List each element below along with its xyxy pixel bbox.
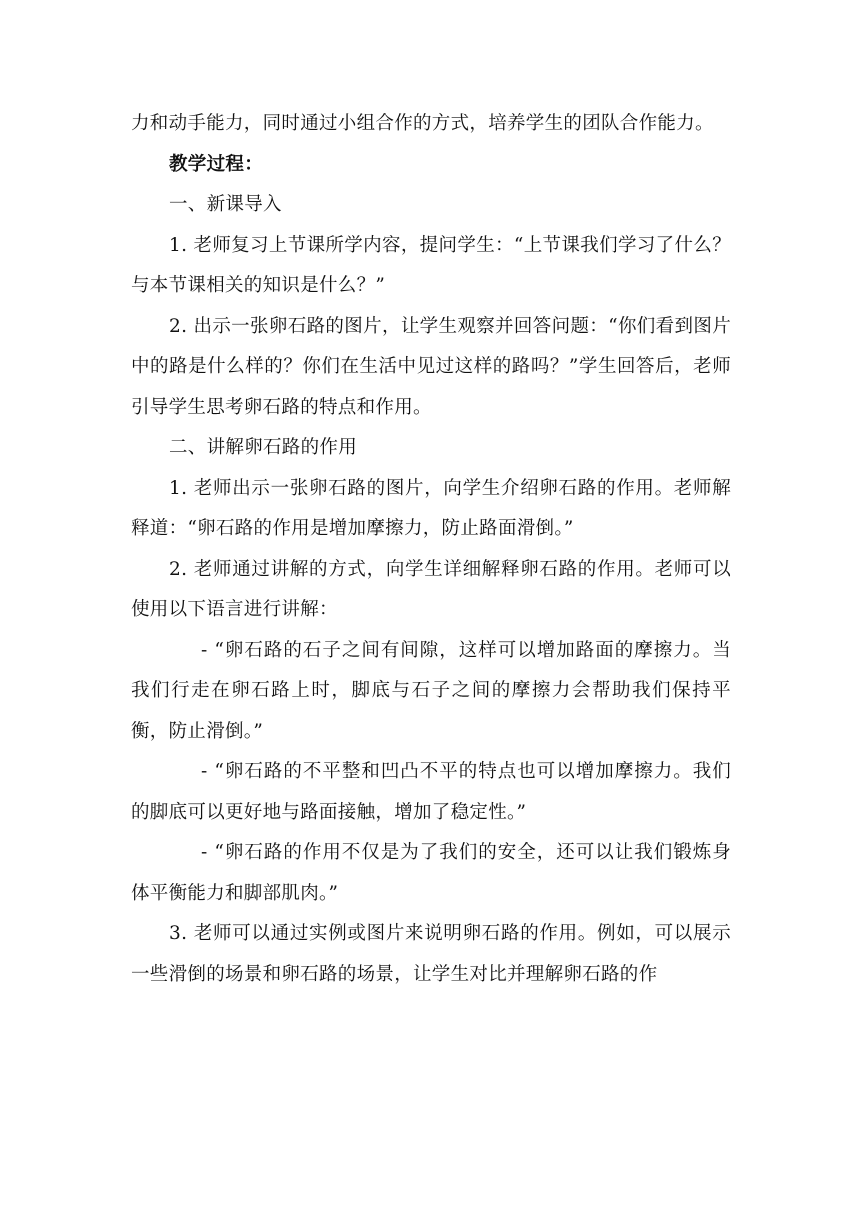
section-heading-teaching-process: 教学过程： [169, 153, 264, 175]
bullet-safety-exercise: - “卵石路的作用不仅是为了我们的安全，还可以让我们锻炼身体平衡能力和脚部肌肉。” [131, 842, 731, 904]
bullet-gaps-friction: - “卵石路的石子之间有间隙，这样可以增加路面的摩擦力。当我们行走在卵石路上时，脚底与石子之间的摩擦力会帮助我们保持平衡，防止滑倒。” [131, 639, 731, 742]
paragraph-examples: 3. 老师可以通过实例或图片来说明卵石路的作用。例如，可以展示一些滑倒的场景和卵石路的场景，让学生对比并理解卵石路的作 [131, 923, 731, 985]
subheading-new-lesson-intro: 一、新课导入 [169, 194, 282, 215]
paragraph-detailed-explanation: 2. 老师通过讲解的方式，向学生详细解释卵石路的作用。老师可以使用以下语言进行讲解： [131, 558, 731, 620]
paragraph-show-picture: 2. 出示一张卵石路的图片，让学生观察并回答问题：“你们看到图片中的路是什么样的？你们在生活中见过这样的路吗？”学生回答后，老师引导学生思考卵石路的特点和作用。 [131, 315, 731, 418]
paragraph-introduce-function: 1. 老师出示一张卵石路的图片，向学生介绍卵石路的作用。老师解释道：“卵石路的作用是增加摩擦力，防止路面滑倒。” [131, 477, 731, 539]
subheading-explain-function: 二、讲解卵石路的作用 [169, 437, 358, 458]
paragraph-continuation: 力和动手能力，同时通过小组合作的方式，培养学生的团队合作能力。 [131, 113, 714, 134]
bullet-uneven-surface: - “卵石路的不平整和凹凸不平的特点也可以增加摩擦力。我们的脚底可以更好地与路面接触，增加了稳定性。” [131, 761, 731, 823]
paragraph-review-question: 1. 老师复习上节课所学内容，提问学生：“上节课我们学习了什么？与本节课相关的知识是什么？” [131, 234, 731, 296]
body-text [131, 104, 731, 995]
